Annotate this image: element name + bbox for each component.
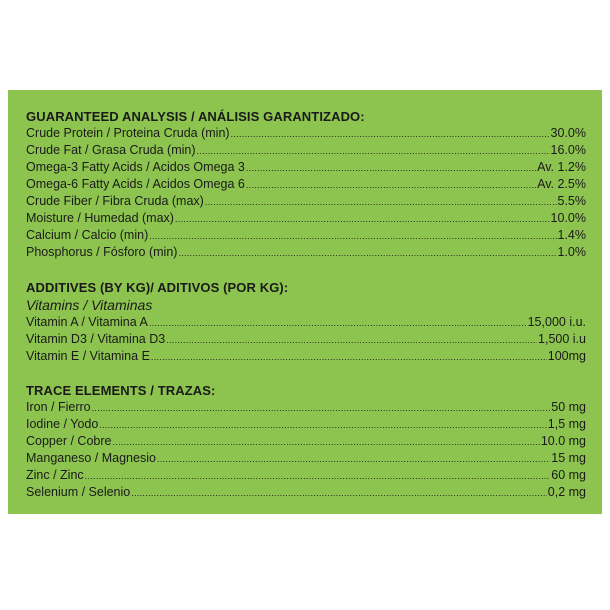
dot-leader xyxy=(246,159,536,176)
trace-element-row-value: 1,5 mg xyxy=(547,417,586,431)
analysis-row-value: 1.4% xyxy=(557,228,586,242)
analysis-row-name: Calcium / Calcio (min) xyxy=(26,228,149,242)
trace-element-row xyxy=(26,416,586,433)
trace-element-row xyxy=(26,450,586,467)
analysis-row-value: 30.0% xyxy=(550,126,586,140)
additive-row-value: 100mg xyxy=(547,349,586,363)
trace-element-row-name: Copper / Cobre xyxy=(26,434,112,448)
analysis-row xyxy=(26,244,586,261)
dot-leader xyxy=(157,450,550,467)
additives-list xyxy=(26,314,586,365)
guaranteed-analysis-title: GUARANTEED ANALYSIS / ANÁLISIS GARANTIZADO: xyxy=(26,109,365,124)
dot-leader xyxy=(246,176,536,193)
dot-leader xyxy=(149,227,556,244)
analysis-row xyxy=(26,159,586,176)
analysis-row xyxy=(26,142,586,159)
trace-element-row-name: Iron / Fierro xyxy=(26,400,91,414)
dot-leader xyxy=(175,210,550,227)
dot-leader xyxy=(178,244,556,261)
additive-row xyxy=(26,331,586,348)
additives-title: ADDITIVES (BY KG)/ ADITIVOS (POR KG): xyxy=(26,280,289,295)
analysis-row-name: Crude Fat / Grasa Cruda (min) xyxy=(26,143,196,157)
analysis-row-name: Omega-3 Fatty Acids / Acidos Omega 3 xyxy=(26,160,245,174)
vitamins-subheading: Vitamins / Vitaminas xyxy=(26,297,153,313)
dot-leader xyxy=(99,416,546,433)
analysis-row xyxy=(26,125,586,142)
analysis-row-value: 16.0% xyxy=(550,143,586,157)
additive-row-value: 1,500 i.u xyxy=(538,332,586,346)
trace-element-row-value: 0,2 mg xyxy=(547,485,586,499)
trace-element-row-name: Selenium / Selenio xyxy=(26,485,131,499)
analysis-row xyxy=(26,193,586,210)
trace-element-row xyxy=(26,433,586,450)
trace-element-row-value: 15 mg xyxy=(551,451,586,465)
analysis-row-name: Phosphorus / Fósforo (min) xyxy=(26,245,178,259)
additive-row-name: Vitamin A / Vitamina A xyxy=(26,315,148,329)
analysis-row xyxy=(26,210,586,227)
dot-leader xyxy=(149,314,527,331)
trace-element-row-name: Iodine / Yodo xyxy=(26,417,99,431)
dot-leader xyxy=(92,399,551,416)
section-spacer xyxy=(26,365,586,382)
dot-leader xyxy=(166,331,537,348)
trace-element-row-value: 60 mg xyxy=(551,468,586,482)
dot-leader xyxy=(131,484,547,501)
additive-row xyxy=(26,348,586,365)
dot-leader xyxy=(197,142,550,159)
trace-elements-list xyxy=(26,399,586,501)
additive-row-value: 15,000 i.u. xyxy=(527,315,586,329)
trace-element-row xyxy=(26,399,586,416)
analysis-row-value: 5.5% xyxy=(557,194,586,208)
trace-element-row-name: Zinc / Zinc xyxy=(26,468,84,482)
trace-element-row-value: 50 mg xyxy=(551,400,586,414)
nutrition-label-panel xyxy=(8,90,602,514)
dot-leader xyxy=(112,433,539,450)
analysis-row-name: Omega-6 Fatty Acids / Acidos Omega 6 xyxy=(26,177,245,191)
dot-leader xyxy=(151,348,547,365)
analysis-row-name: Moisture / Humedad (max) xyxy=(26,211,174,225)
section-spacer xyxy=(26,261,586,279)
analysis-row xyxy=(26,227,586,244)
dot-leader xyxy=(85,467,551,484)
additive-row xyxy=(26,314,586,331)
dot-leader xyxy=(231,125,550,142)
analysis-row-value: 10.0% xyxy=(550,211,586,225)
trace-element-row xyxy=(26,484,586,501)
analysis-row xyxy=(26,176,586,193)
analysis-row-name: Crude Fiber / Fibra Cruda (max) xyxy=(26,194,204,208)
analysis-row-name: Crude Protein / Proteina Cruda (min) xyxy=(26,126,230,140)
analysis-row-value: Av. 2.5% xyxy=(537,177,586,191)
analysis-row-value: 1.0% xyxy=(557,245,586,259)
guaranteed-analysis-list xyxy=(26,125,586,261)
additive-row-name: Vitamin D3 / Vitamina D3 xyxy=(26,332,166,346)
dot-leader xyxy=(205,193,557,210)
trace-element-row-value: 10.0 mg xyxy=(540,434,586,448)
trace-element-row-name: Manganeso / Magnesio xyxy=(26,451,156,465)
additive-row-name: Vitamin E / Vitamina E xyxy=(26,349,150,363)
analysis-row-value: Av. 1.2% xyxy=(537,160,586,174)
trace-elements-title: TRACE ELEMENTS / TRAZAS: xyxy=(26,383,216,398)
trace-element-row xyxy=(26,467,586,484)
